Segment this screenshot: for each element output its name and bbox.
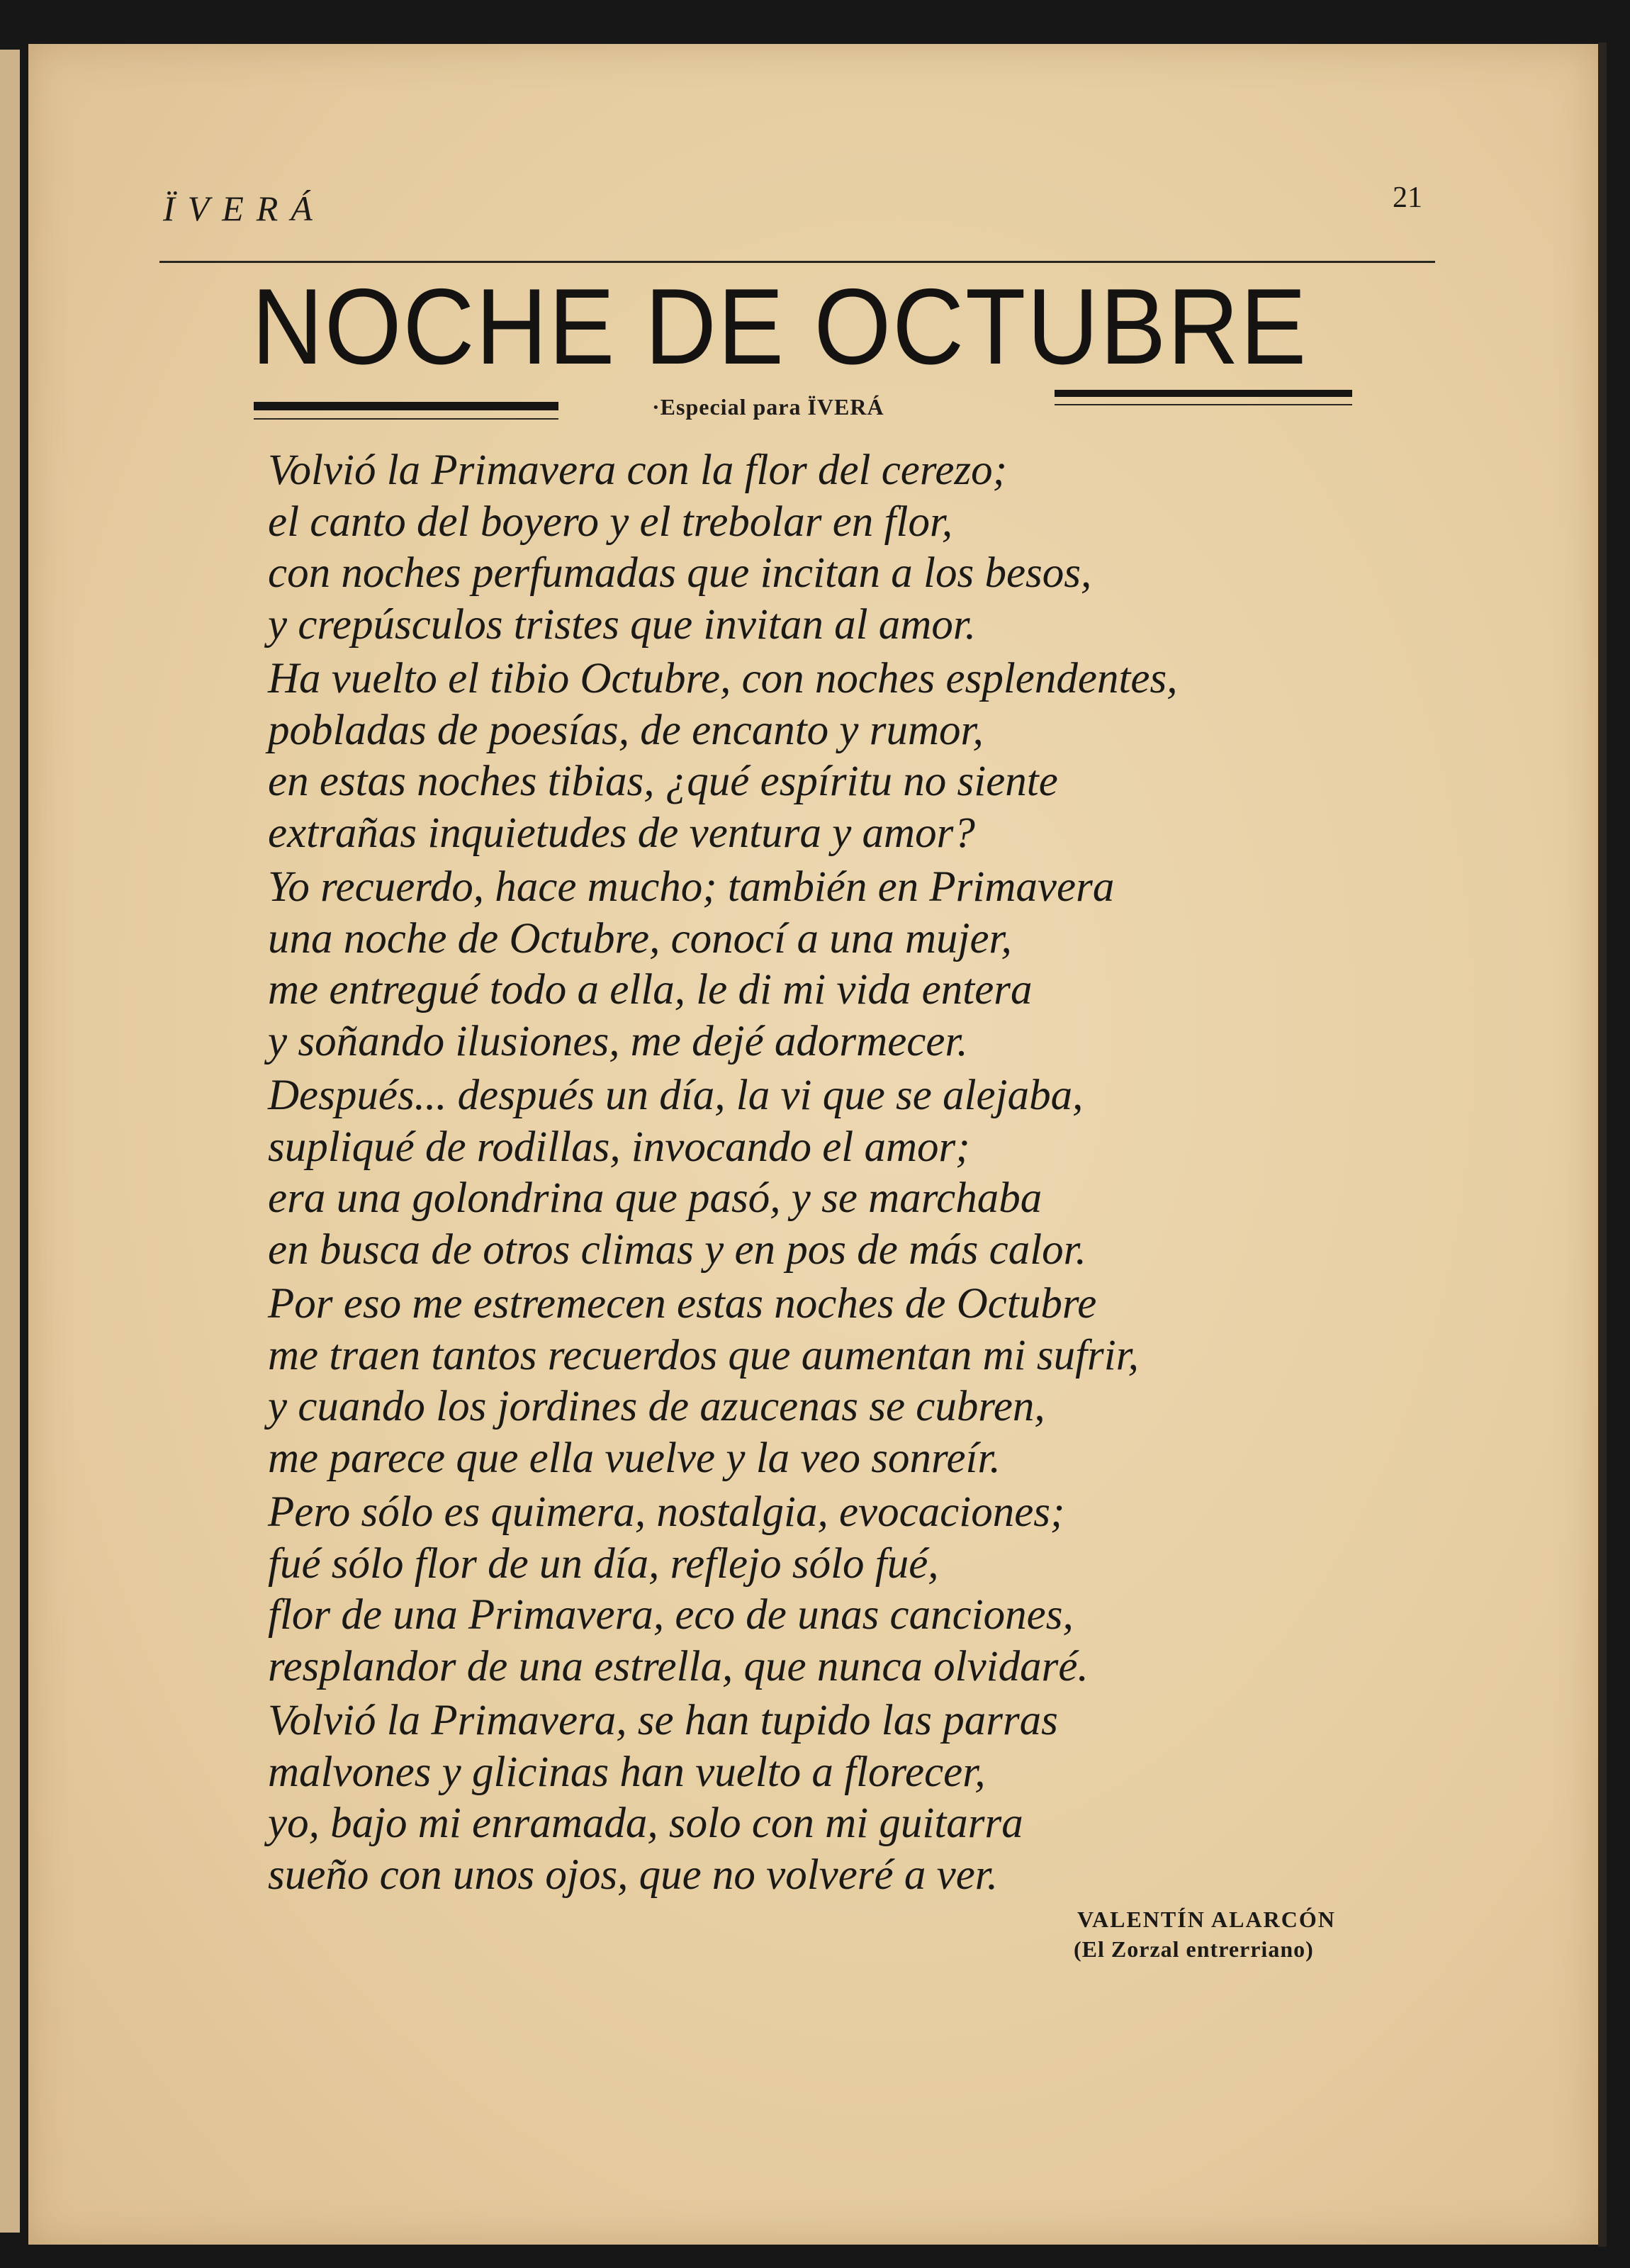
poem-line: y cuando los jordines de azucenas se cubren, xyxy=(268,1383,1045,1430)
poem-line: en estas noches tibias, ¿qué espíritu no siente xyxy=(268,758,1058,805)
poem-line: supliqué de rodillas, invocando el amor; xyxy=(268,1123,970,1171)
title-rule-right xyxy=(1055,390,1352,397)
author-pseudonym: (El Zorzal entrerriano) xyxy=(1074,1936,1314,1962)
poem-stanza xyxy=(268,1070,1423,1276)
poem-line: resplandor de una estrella, que nunca olvidaré. xyxy=(268,1642,1089,1690)
poem-line: era una golondrina que pasó, y se marchaba xyxy=(268,1174,1042,1222)
article-title: NOCHE DE OCTUBRE xyxy=(252,266,1308,387)
poem-line: me parece que ella vuelve y la veo sonreír. xyxy=(268,1434,1001,1482)
poem-line: Pero sólo es quimera, nostalgia, evocaciones; xyxy=(268,1488,1065,1536)
poem-line: Yo recuerdo, hace mucho; también en Primavera xyxy=(268,863,1115,911)
poem-line: una noche de Octubre, conocí a una mujer, xyxy=(268,914,1012,962)
poem-line: extrañas inquietudes de ventura y amor? xyxy=(268,809,975,857)
author-name: VALENTÍN ALARCÓN xyxy=(1077,1907,1336,1932)
poem-line: Después... después un día, la vi que se alejaba, xyxy=(268,1072,1084,1119)
poem-line: me traen tantos recuerdos que aumentan mi sufrir, xyxy=(268,1331,1139,1379)
title-rule-left-thin xyxy=(254,418,558,420)
poem-line: Volvió la Primavera, se han tupido las parras xyxy=(268,1697,1058,1744)
poem-stanza xyxy=(268,1487,1423,1692)
previous-page-edge xyxy=(0,50,20,2233)
poem-line: con noches perfumadas que incitan a los besos, xyxy=(268,549,1092,597)
header-rule xyxy=(159,261,1435,263)
poem-line: y crepúsculos tristes que invitan al amor. xyxy=(268,600,977,649)
poem-line: Volvió la Primavera con la flor del cerezo; xyxy=(268,447,1007,494)
poem-line: fué sólo flor de un día, reflejo sólo fué, xyxy=(268,1539,939,1588)
poem-line: pobladas de poesías, de encanto y rumor, xyxy=(268,706,984,754)
poem-stanza xyxy=(268,653,1423,859)
poem-line: me entregué todo a ella, le di mi vida entera xyxy=(268,966,1033,1014)
page-number: 21 xyxy=(1393,181,1422,214)
poem-line: Por eso me estremecen estas noches de Octubre xyxy=(268,1280,1097,1327)
poem-body xyxy=(268,445,1423,1904)
article-subtitle: ·Especial para ÏVERÁ xyxy=(652,394,884,420)
poem-line: sueño con unos ojos, que no volveré a ver. xyxy=(268,1851,999,1899)
poem-line: yo, bajo mi enramada, solo con mi guitarra xyxy=(268,1800,1023,1847)
poem-line: malvones y glicinas han vuelto a florecer, xyxy=(268,1748,986,1796)
title-rule-right-thin xyxy=(1055,404,1352,405)
poem-line: Ha vuelto el tibio Octubre, con noches esplendentes, xyxy=(268,655,1178,702)
poem-line: y soñando ilusiones, me dejé adormecer. xyxy=(268,1017,968,1065)
poem-line: el canto del boyero y el trebolar en flor, xyxy=(268,498,953,546)
poem-line: flor de una Primavera, eco de unas canciones, xyxy=(268,1591,1074,1639)
poem-line: en busca de otros climas y en pos de más calor. xyxy=(268,1225,1086,1274)
poem-stanza xyxy=(268,862,1423,1067)
running-head: ÏVERÁ xyxy=(163,189,325,228)
poem-stanza xyxy=(268,1695,1423,1901)
poem-stanza xyxy=(268,1279,1423,1484)
page-binding-edge xyxy=(1598,43,1607,2247)
title-rule-left xyxy=(254,402,558,410)
poem-stanza xyxy=(268,445,1423,651)
